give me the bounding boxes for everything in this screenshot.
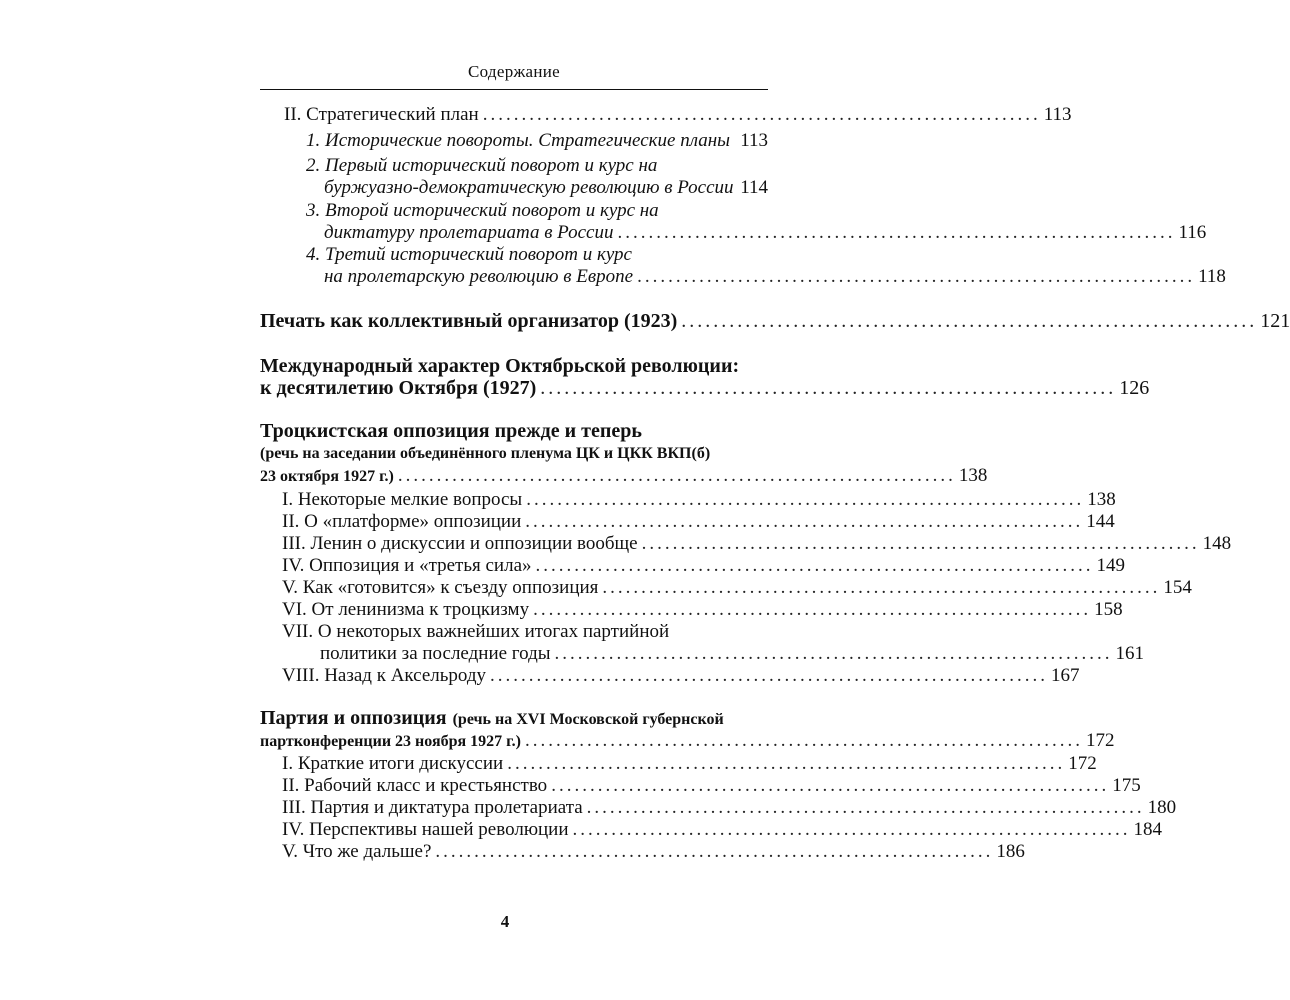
toc-entry[interactable] — [324, 177, 768, 199]
header-rule — [260, 89, 768, 90]
toc-entry-page: 149 — [1096, 555, 1126, 576]
leader-dots: ........................................................................ — [641, 533, 1200, 554]
toc-entry[interactable] — [282, 599, 1123, 621]
leader-dots: ........................................................................ — [525, 511, 1084, 532]
leader-dots: ........................................................................ — [554, 643, 1113, 664]
leader-dots: ........................................................................ — [397, 465, 956, 486]
toc-entry[interactable] — [282, 797, 1177, 819]
toc-entry[interactable] — [282, 665, 1080, 687]
toc-entry[interactable] — [284, 104, 1072, 126]
toc-entry-title: IV. Оппозиция и «третья сила» — [282, 555, 532, 576]
toc-entry[interactable] — [260, 420, 768, 442]
leader-dots: ........................................................................ — [551, 775, 1110, 796]
toc-entry-title: VIII. Назад к Аксельроду — [282, 665, 487, 686]
toc-entry-page: 148 — [1202, 533, 1232, 554]
toc-entry[interactable] — [306, 155, 768, 177]
toc-entry-title: I. Краткие итоги дискуссии — [282, 753, 504, 774]
leader-dots: ........................................................................ — [435, 841, 994, 862]
toc-entry[interactable] — [282, 555, 1126, 577]
toc-entry[interactable] — [320, 643, 1145, 665]
toc-entry-title: I. Некоторые мелкие вопросы — [282, 489, 523, 510]
leader-dots: ........................................................................ — [586, 797, 1145, 818]
toc-entry-page: 154 — [1163, 577, 1192, 598]
leader-dots: ........................................................................ — [572, 819, 1131, 840]
toc-entry-title: 23 октября 1927 г.) — [260, 468, 394, 485]
toc-entry-title: 4. Третий исторический поворот и курс — [306, 244, 632, 265]
toc-entry-page: 113 — [740, 130, 768, 151]
toc-entry[interactable] — [260, 465, 988, 488]
toc-entry[interactable] — [282, 577, 1192, 599]
toc-entry-page: 138 — [1087, 489, 1116, 510]
toc-entry[interactable] — [260, 355, 768, 377]
toc-entry-page: 114 — [740, 177, 768, 198]
toc-entry-title: буржуазно-демократическую революцию в России — [324, 177, 734, 198]
leader-dots: ........................................................................ — [526, 489, 1085, 510]
toc-entry-title: Троцкистская оппозиция прежде и теперь — [260, 420, 642, 442]
toc-entry-title: II. Стратегический план — [284, 104, 479, 125]
leader-dots: ........................................................................ — [482, 104, 1041, 125]
toc-entry-page: 167 — [1051, 665, 1080, 686]
toc-entry-page: 186 — [996, 841, 1025, 862]
toc-entry-title: политики за последние годы — [320, 643, 551, 664]
toc-entry-title: Партия и оппозиция — [260, 707, 447, 729]
toc-entry-subtitle: (речь на XVI Московской губернской — [452, 711, 724, 728]
leader-dots: ........................................................................ — [507, 753, 1066, 774]
toc-entry-page: 184 — [1133, 819, 1163, 840]
leader-dots: ........................................................................ — [637, 266, 1196, 287]
toc-entry-title: партконференции 23 ноября 1927 г.) — [260, 733, 521, 750]
toc-entry-title: 2. Первый исторический поворот и курс на — [306, 155, 658, 176]
toc-entry-title: 3. Второй исторический поворот и курс на — [306, 200, 659, 221]
toc-entry-title: III. Ленин о дискуссии и оппозиции вообще — [282, 533, 638, 554]
page-number: 4 — [500, 912, 510, 931]
running-header: Содержание — [467, 62, 561, 81]
toc-entry-page: 158 — [1094, 599, 1123, 620]
toc-entry-title: Международный характер Октябрьской революции: — [260, 355, 740, 377]
toc-entry-title: VI. От ленинизма к троцкизму — [282, 599, 530, 620]
toc-entry-page: 172 — [1085, 730, 1115, 751]
toc-entry-title: V. Что же дальше? — [282, 841, 432, 862]
leader-dots: ........................................................................ — [533, 599, 1092, 620]
toc-entry-page: 116 — [1178, 222, 1207, 243]
toc-entry[interactable] — [260, 707, 768, 731]
toc-entry-page: 138 — [958, 465, 988, 486]
toc-entry-page: 126 — [1119, 377, 1150, 399]
toc-entry[interactable] — [282, 533, 1232, 555]
leader-dots: ........................................................................ — [490, 665, 1049, 686]
toc-entry-page: 144 — [1086, 511, 1115, 532]
toc-entry-title: на пролетарскую революцию в Европе — [324, 266, 634, 287]
toc-entry-page: 172 — [1068, 753, 1097, 774]
leader-dots: ........................................................................ — [617, 222, 1176, 243]
toc-entry[interactable] — [260, 310, 1290, 332]
toc-entry-title: Печать как коллективный организатор (1923) — [260, 310, 678, 332]
leader-dots: ........................................................................ — [681, 310, 1258, 332]
toc-entry[interactable] — [282, 775, 1141, 797]
toc-entry[interactable] — [260, 443, 768, 465]
toc-entry[interactable] — [306, 244, 768, 266]
toc-entry-title: к десятилетию Октября (1927) — [260, 377, 537, 399]
toc-entry-title: 1. Исторические повороты. Стратегические планы — [306, 130, 731, 151]
toc-entry-title: II. Рабочий класс и крестьянство — [282, 775, 548, 796]
toc-entry[interactable] — [282, 753, 1097, 775]
toc-entry[interactable] — [324, 222, 1207, 244]
toc-entry-title: III. Партия и диктатура пролетариата — [282, 797, 583, 818]
toc-entry[interactable] — [260, 377, 1150, 399]
toc-entry[interactable] — [306, 200, 768, 222]
toc-entry-page: 175 — [1112, 775, 1141, 796]
leader-dots: ........................................................................ — [540, 377, 1117, 399]
toc-entry-title: II. О «платформе» оппозиции — [282, 511, 522, 532]
toc-entry-page: 113 — [1043, 104, 1072, 125]
toc-entry-title: (речь на заседании объединённого пленума ЦК и ЦКК ВКП(б) — [260, 445, 711, 462]
toc-entry-page: 180 — [1147, 797, 1177, 818]
toc-entry-page: 161 — [1115, 643, 1145, 664]
toc-entry[interactable] — [324, 266, 1226, 288]
leader-dots: ........................................................................ — [535, 555, 1094, 576]
toc-entry[interactable] — [260, 730, 1115, 753]
toc-entry[interactable] — [282, 621, 768, 643]
toc-entry-title: IV. Перспективы нашей революции — [282, 819, 569, 840]
toc-entry-title: V. Как «готовится» к съезду оппозиция — [282, 577, 599, 598]
toc-entry[interactable] — [282, 511, 1115, 533]
toc-entry-title: VII. О некоторых важнейших итогах партийной — [282, 621, 670, 642]
toc-entry[interactable] — [282, 819, 1163, 841]
leader-dots: ........................................................................ — [524, 730, 1083, 751]
leader-dots: ........................................................................ — [602, 577, 1161, 598]
toc-entry[interactable] — [282, 841, 1025, 863]
toc-entry-page: 121 — [1260, 310, 1290, 332]
toc-entry[interactable] — [282, 489, 1116, 511]
toc-entry-title: диктатуру пролетариата в России — [324, 222, 614, 243]
toc-entry[interactable] — [306, 130, 768, 152]
toc-entry-page: 118 — [1198, 266, 1226, 287]
